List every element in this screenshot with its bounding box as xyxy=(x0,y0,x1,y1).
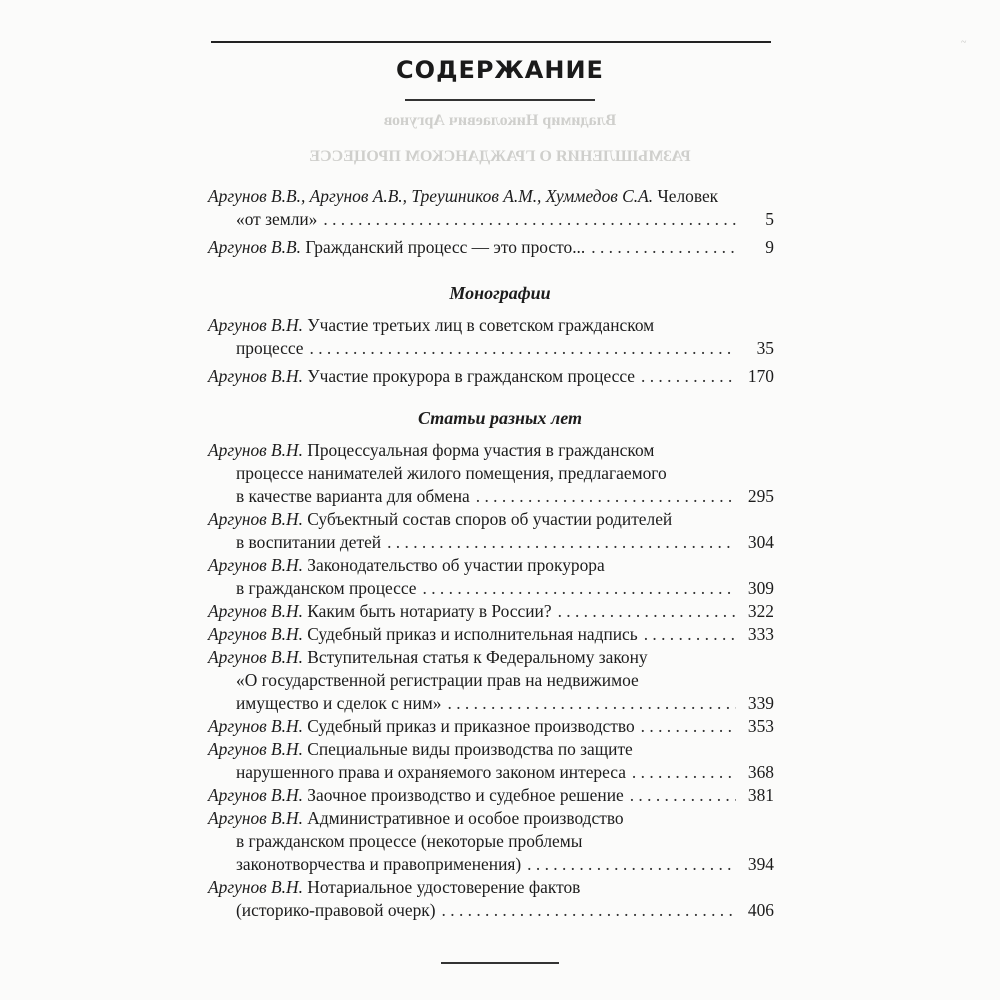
entry-line xyxy=(208,669,774,692)
entry-title-text: (историко-правовой очерк) xyxy=(236,900,436,920)
entry-line xyxy=(208,462,774,485)
entry-last-line xyxy=(208,531,774,554)
entry-author: Аргунов В.В. xyxy=(208,237,301,257)
entry-author: Аргунов В.Н. xyxy=(208,877,303,897)
section-heading-articles: Статьи разных лет xyxy=(418,408,582,428)
entry-last-line xyxy=(208,715,774,738)
entry-title-text: в воспитании детей xyxy=(236,532,382,552)
entry-title-text: Судебный приказ и исполнительная надпись xyxy=(302,624,638,644)
entry-author: Аргунов В.Н. xyxy=(208,716,303,736)
entry-line xyxy=(208,314,774,337)
page-number: 170 xyxy=(747,366,774,386)
entry-title-text: Участие прокурора в гражданском процессе xyxy=(302,366,636,386)
page-number: 322 xyxy=(747,601,774,621)
entry-last-line xyxy=(208,761,774,784)
page-number: 309 xyxy=(747,578,774,598)
entry-title-text: Процессуальная форма участия в гражданском xyxy=(302,440,655,460)
page-number: 295 xyxy=(747,486,774,506)
toc-entry xyxy=(208,807,774,876)
entry-title-text: Нотариальное удостоверение фактов xyxy=(302,877,581,897)
entry-title-text: Административное и особое производство xyxy=(302,808,624,828)
toc-articles-list xyxy=(208,439,774,922)
entry-last-line xyxy=(208,784,774,807)
entry-author: Аргунов В.Н. xyxy=(208,601,303,621)
toc-entry xyxy=(208,623,774,646)
leader-dots xyxy=(644,623,736,646)
entry-title-end xyxy=(236,853,521,876)
entry-title-end xyxy=(236,692,442,715)
leader-dots xyxy=(641,715,736,738)
entry-title-text: Заочное производство и судебное решение xyxy=(302,785,624,805)
section-heading-monographs: Монографии xyxy=(449,283,551,303)
leader-dots xyxy=(423,577,736,600)
entry-last-line xyxy=(208,899,774,922)
entry-author: Аргунов В.В., Аргунов А.В., Треушников А.М., Хуммедов С.А. xyxy=(208,186,654,206)
entry-line xyxy=(208,876,774,899)
entry-line xyxy=(208,646,774,669)
leader-dots xyxy=(387,531,736,554)
entry-line xyxy=(208,508,774,531)
entry-title-end xyxy=(236,761,626,784)
entry-last-line xyxy=(208,692,774,715)
entry-title-text: Вступительная статья к Федеральному закону xyxy=(302,647,648,667)
entry-title-end xyxy=(236,577,417,600)
entry-title-end xyxy=(236,208,317,231)
toc-entry xyxy=(208,314,774,360)
entry-last-line xyxy=(208,485,774,508)
entry-title-text: в гражданском процессе (некоторые проблемы xyxy=(236,831,583,851)
entry-author: Аргунов В.Н. xyxy=(208,647,303,667)
bleed-through-text-1: Владимир Николаевич Аргунов xyxy=(383,112,617,129)
page-number: 339 xyxy=(747,693,774,713)
entry-title-end xyxy=(236,531,381,554)
entry-title-end xyxy=(236,485,470,508)
entry-line xyxy=(208,807,774,830)
toc-entry xyxy=(208,508,774,554)
entry-title-end xyxy=(236,899,436,922)
entry-title-text: в качестве варианта для обмена xyxy=(236,486,470,506)
entry-title-text: Гражданский процесс — это просто... xyxy=(300,237,586,257)
entry-title-text: Человек xyxy=(653,186,719,206)
entry-title-end xyxy=(208,623,638,646)
entry-line xyxy=(208,830,774,853)
entry-title-text: процессе xyxy=(236,338,304,358)
entry-author: Аргунов В.Н. xyxy=(208,509,303,529)
entry-author: Аргунов В.Н. xyxy=(208,785,303,805)
entry-title-text: «от земли» xyxy=(236,209,318,229)
leader-dots xyxy=(442,899,736,922)
leader-dots xyxy=(641,365,736,388)
entry-title-text: Специальные виды производства по защите xyxy=(302,739,633,759)
leader-dots xyxy=(310,337,736,360)
toc-entry xyxy=(208,646,774,715)
leader-dots xyxy=(476,485,736,508)
toc-entry xyxy=(208,600,774,623)
page-number: 9 xyxy=(765,237,774,257)
leader-dots xyxy=(630,784,736,807)
entry-last-line xyxy=(208,337,774,360)
toc-entry xyxy=(208,185,774,231)
entry-author: Аргунов В.Н. xyxy=(208,555,303,575)
page-number: 394 xyxy=(747,854,774,874)
leader-dots xyxy=(632,761,736,784)
page-number: 5 xyxy=(765,209,774,229)
entry-line xyxy=(208,554,774,577)
entry-title-text: имущество и сделок с ним» xyxy=(236,693,442,713)
entry-author: Аргунов В.Н. xyxy=(208,739,303,759)
page-number: 368 xyxy=(747,762,774,782)
entry-line xyxy=(208,185,774,208)
entry-title-text: в гражданском процессе xyxy=(236,578,417,598)
page-number: 406 xyxy=(747,900,774,920)
corner-mark: ~ xyxy=(961,37,967,48)
leader-dots xyxy=(591,236,736,259)
page-number: 333 xyxy=(747,624,774,644)
entry-title-text: «О государственной регистрации прав на недвижимое xyxy=(236,670,639,690)
entry-title-text: нарушенного права и охраняемого законом интереса xyxy=(236,762,626,782)
entry-title-end xyxy=(208,784,624,807)
toc-entry xyxy=(208,876,774,922)
leader-dots xyxy=(448,692,737,715)
entry-author: Аргунов В.Н. xyxy=(208,808,303,828)
leader-dots xyxy=(323,208,736,231)
bleed-through-text-2: РАЗМЫШЛЕНИЯ О ГРАЖДАНСКОМ ПРОЦЕССЕ xyxy=(309,148,691,165)
toc-entry xyxy=(208,715,774,738)
entry-title-end xyxy=(208,236,585,259)
page-number: 353 xyxy=(747,716,774,736)
leader-dots xyxy=(527,853,736,876)
entry-line xyxy=(208,439,774,462)
title-underline xyxy=(405,99,595,101)
leader-dots xyxy=(558,600,736,623)
entry-author: Аргунов В.Н. xyxy=(208,315,303,335)
entry-title-text: Субъектный состав споров об участии родителей xyxy=(302,509,673,529)
entry-title-end xyxy=(208,715,635,738)
entry-title-text: Участие третьих лиц в советском гражданском xyxy=(302,315,655,335)
entry-title-text: процессе нанимателей жилого помещения, предлагаемого xyxy=(236,463,667,483)
entry-author: Аргунов В.Н. xyxy=(208,440,303,460)
entry-title-text: Каким быть нотариату в России? xyxy=(302,601,552,621)
page-number: 35 xyxy=(756,338,774,358)
toc-entry xyxy=(208,784,774,807)
entry-author: Аргунов В.Н. xyxy=(208,624,303,644)
toc-entry xyxy=(208,236,774,259)
entry-title-text: Судебный приказ и приказное производство xyxy=(302,716,635,736)
entry-title-end xyxy=(208,600,552,623)
entry-last-line xyxy=(208,853,774,876)
entry-last-line xyxy=(208,365,774,388)
toc-entry xyxy=(208,554,774,600)
entry-last-line xyxy=(208,208,774,231)
entry-title-end xyxy=(236,337,304,360)
page-title: СОДЕРЖАНИЕ xyxy=(396,56,604,84)
toc-entry xyxy=(208,439,774,508)
page-number: 304 xyxy=(747,532,774,552)
entry-author: Аргунов В.Н. xyxy=(208,366,303,386)
entry-title-text: законотворчества и правоприменения) xyxy=(236,854,522,874)
toc-intro-list xyxy=(208,185,774,259)
entry-title-text: Законодательство об участии прокурора xyxy=(302,555,605,575)
page-number: 381 xyxy=(747,785,774,805)
bottom-rule xyxy=(441,962,559,964)
top-rule xyxy=(211,41,771,43)
entry-last-line xyxy=(208,577,774,600)
entry-last-line xyxy=(208,623,774,646)
toc-entry xyxy=(208,365,774,388)
entry-title-end xyxy=(208,365,635,388)
entry-last-line xyxy=(208,600,774,623)
entry-line xyxy=(208,738,774,761)
toc-entry xyxy=(208,738,774,784)
toc-monographs-list xyxy=(208,314,774,388)
entry-last-line xyxy=(208,236,774,259)
